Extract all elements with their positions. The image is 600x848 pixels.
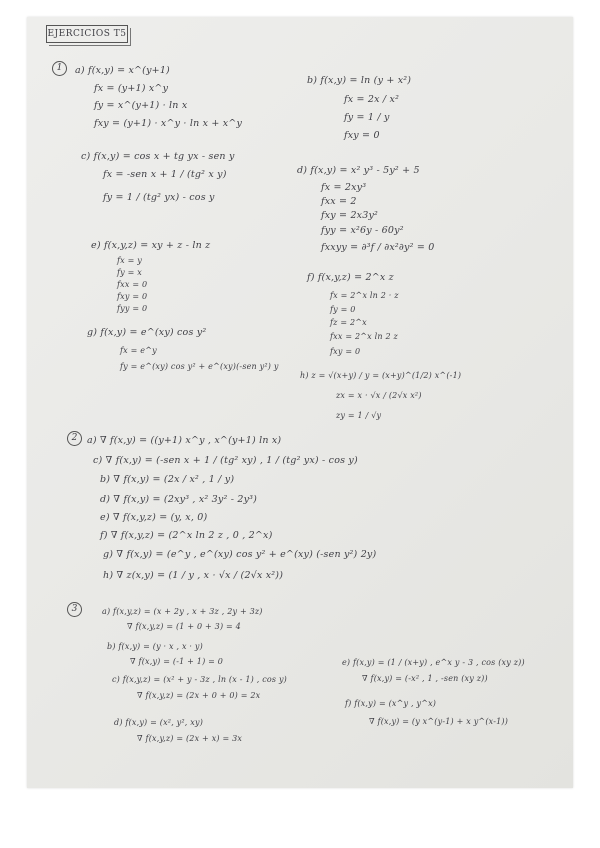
- exercise-line: fxx = 0: [117, 280, 148, 289]
- exercise-line: f) f(x,y) = (x^y , y^x): [345, 699, 437, 708]
- exercise-line: ∇ f(x,y) = (-1 + 1) = 0: [130, 657, 224, 666]
- exercise-line: g) ∇ f(x,y) = (e^y , e^(xy) cos y² + e^(xy) (-sen y²) 2y): [103, 549, 377, 560]
- section-number-3: 3: [67, 602, 82, 617]
- exercise-line: fy = x^(y+1) · ln x: [94, 100, 188, 111]
- exercise-line: fx = (y+1) x^y: [94, 83, 169, 94]
- exercise-line: ∇ f(x,y,z) = (2x + 0 + 0) = 2x: [137, 691, 261, 700]
- exercise-line: fx = 2xy³: [321, 182, 367, 193]
- exercise-line: a) ∇ f(x,y) = ((y+1) x^y , x^(y+1) ln x): [87, 435, 282, 446]
- exercise-line: fxy = 2x3y²: [321, 210, 379, 221]
- exercise-line: fxx = 2^x ln 2 z: [330, 332, 398, 341]
- exercise-line: fx = y: [117, 256, 142, 265]
- exercise-line: fxy = 0: [117, 292, 148, 301]
- exercise-line: fyy = 0: [117, 304, 148, 313]
- exercise-line: fy = 1 / y: [344, 112, 390, 123]
- exercise-line: fy = x: [117, 268, 142, 277]
- exercise-line: fxy = 0: [344, 130, 380, 141]
- exercise-line: c) f(x,y,z) = (x² + y - 3z , ln (x - 1) , cos y): [112, 675, 287, 684]
- exercise-line: f) f(x,y,z) = 2^x z: [307, 272, 394, 283]
- exercise-line: e) f(x,y) = (1 / (x+y) , e^x y - 3 , cos (xy z)): [342, 658, 525, 667]
- exercise-line: ∇ f(x,y) = (-x² , 1 , -sen (xy z)): [362, 674, 488, 683]
- section-number-2: 2: [67, 431, 82, 446]
- exercise-line: c) ∇ f(x,y) = (-sen x + 1 / (tg² xy) , 1 / (tg² yx) - cos y): [93, 455, 358, 466]
- exercise-line: zy = 1 / √y: [336, 411, 382, 420]
- exercise-line: b) f(x,y) = ln (y + x²): [307, 75, 412, 86]
- exercise-line: fx = -sen x + 1 / (tg² x y): [103, 169, 227, 180]
- exercise-line: ∇ f(x,y,z) = (1 + 0 + 3) = 4: [127, 622, 241, 631]
- exercise-line: e) f(x,y,z) = xy + z - ln z: [91, 240, 211, 251]
- exercise-line: c) f(x,y) = cos x + tg yx - sen y: [81, 151, 235, 162]
- exercise-line: fx = 2x / x²: [344, 94, 400, 105]
- exercise-line: fy = 0: [330, 305, 356, 314]
- exercise-line: d) ∇ f(x,y) = (2xy³ , x² 3y² - 2y³): [100, 494, 258, 505]
- exercise-line: fxy = (y+1) · x^y · ln x + x^y: [94, 118, 243, 129]
- exercise-line: b) ∇ f(x,y) = (2x / x² , 1 / y): [100, 474, 235, 485]
- exercise-line: zx = x · √x / (2√x x²): [336, 391, 422, 400]
- exercise-line: h) z = √(x+y) / y = (x+y)^(1/2) x^(-1): [300, 371, 462, 380]
- exercise-line: d) f(x,y) = (x², y², xy): [114, 718, 204, 727]
- exercise-line: b) f(x,y) = (y · x , x · y): [107, 642, 203, 651]
- exercise-line: fxy = 0: [330, 347, 361, 356]
- exercise-line: fx = e^y: [120, 346, 157, 355]
- exercise-line: h) ∇ z(x,y) = (1 / y , x · √x / (2√x x²)): [103, 570, 284, 581]
- exercise-line: fxx = 2: [321, 196, 357, 207]
- exercise-line: fxxyy = ∂³f / ∂x²∂y² = 0: [321, 242, 435, 253]
- notebook-page: [27, 17, 573, 788]
- exercise-line: ∇ f(x,y,z) = (2x + x) = 3x: [137, 734, 243, 743]
- exercise-line: fy = e^(xy) cos y² + e^(xy)(-sen y²) y: [120, 362, 279, 371]
- exercise-line: g) f(x,y) = e^(xy) cos y²: [87, 327, 207, 338]
- exercise-line: fyy = x²6y - 60y²: [321, 225, 404, 236]
- exercise-line: fy = 1 / (tg² yx) - cos y: [103, 192, 215, 203]
- exercise-line: f) ∇ f(x,y,z) = (2^x ln 2 z , 0 , 2^x): [100, 530, 273, 541]
- page-title: EJERCICIOS T5: [46, 25, 128, 43]
- exercise-line: fx = 2^x ln 2 · z: [330, 291, 399, 300]
- exercise-line: a) f(x,y,z) = (x + 2y , x + 3z , 2y + 3z): [102, 607, 263, 616]
- exercise-line: d) f(x,y) = x² y³ - 5y² + 5: [297, 165, 420, 176]
- exercise-line: fz = 2^x: [330, 318, 367, 327]
- exercise-line: e) ∇ f(x,y,z) = (y, x, 0): [100, 512, 208, 523]
- section-number-1: 1: [52, 61, 67, 76]
- exercise-line: a) f(x,y) = x^(y+1): [75, 65, 170, 76]
- exercise-line: ∇ f(x,y) = (y x^(y-1) + x y^(x-1)): [369, 717, 509, 726]
